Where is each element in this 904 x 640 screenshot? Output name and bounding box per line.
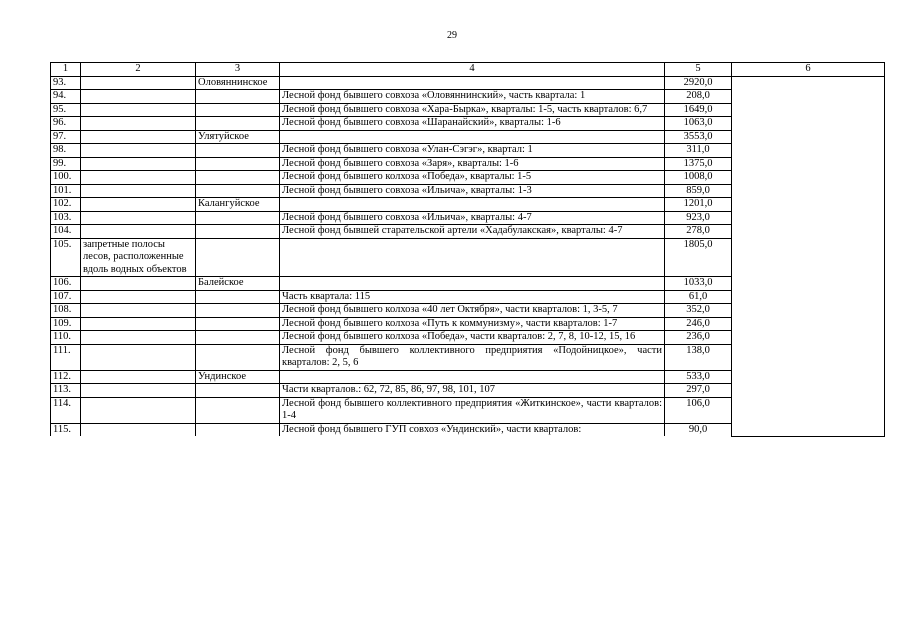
district-cell <box>196 90 280 104</box>
area-cell: 278,0 <box>665 225 732 239</box>
description-cell <box>280 277 665 291</box>
description-cell <box>280 130 665 144</box>
page-number: 29 <box>447 30 457 41</box>
row-number-cell: 94. <box>51 90 81 104</box>
table-row <box>51 76 885 90</box>
description-cell: Лесной фонд бывшего ГУП совхоз «Ундинский», части кварталов: <box>280 423 665 436</box>
area-cell: 1033,0 <box>665 277 732 291</box>
area-cell: 1805,0 <box>665 238 732 277</box>
description-cell: Лесной фонд бывшего коллективного предприятия «Житкинское», части кварталов: 1-4 <box>280 397 665 423</box>
district-cell <box>196 397 280 423</box>
row-number-cell: 110. <box>51 331 81 345</box>
description-cell <box>280 198 665 212</box>
description-cell: Лесной фонд бывшего совхоза «Хара-Бырка», кварталы: 1-5, часть кварталов: 6,7 <box>280 103 665 117</box>
category-cell <box>81 397 196 423</box>
district-cell <box>196 304 280 318</box>
category-cell <box>81 211 196 225</box>
category-cell <box>81 144 196 158</box>
area-cell: 106,0 <box>665 397 732 423</box>
area-cell: 61,0 <box>665 290 732 304</box>
district-cell <box>196 144 280 158</box>
column-header: 2 <box>81 63 196 77</box>
row-number-cell: 107. <box>51 290 81 304</box>
category-cell <box>81 344 196 370</box>
row-number-cell: 106. <box>51 277 81 291</box>
district-cell <box>196 384 280 398</box>
area-cell: 1649,0 <box>665 103 732 117</box>
row-number-cell: 97. <box>51 130 81 144</box>
district-cell <box>196 184 280 198</box>
area-cell: 236,0 <box>665 331 732 345</box>
category-cell <box>81 130 196 144</box>
district-cell <box>196 103 280 117</box>
area-cell: 859,0 <box>665 184 732 198</box>
area-cell: 1063,0 <box>665 117 732 131</box>
description-cell: Лесной фонд бывшего колхоза «40 лет Октября», части кварталов: 1, 3-5, 7 <box>280 304 665 318</box>
district-cell: Оловяннинское <box>196 76 280 90</box>
row-number-cell: 101. <box>51 184 81 198</box>
category-cell <box>81 171 196 185</box>
category-cell <box>81 76 196 90</box>
notes-column-cell <box>732 76 885 436</box>
description-cell: Части кварталов.: 62, 72, 85, 86, 97, 98, 101, 107 <box>280 384 665 398</box>
area-cell: 533,0 <box>665 370 732 384</box>
category-cell <box>81 90 196 104</box>
column-header: 5 <box>665 63 732 77</box>
row-number-cell: 99. <box>51 157 81 171</box>
district-cell: Ундинское <box>196 370 280 384</box>
description-cell: Лесной фонд бывшего колхоза «Путь к коммунизму», части кварталов: 1-7 <box>280 317 665 331</box>
category-cell <box>81 198 196 212</box>
category-cell <box>81 184 196 198</box>
district-cell <box>196 171 280 185</box>
category-cell <box>81 277 196 291</box>
description-cell: Лесной фонд бывшего совхоза «Шаранайский», кварталы: 1-6 <box>280 117 665 131</box>
row-number-cell: 114. <box>51 397 81 423</box>
area-cell: 297,0 <box>665 384 732 398</box>
district-cell <box>196 117 280 131</box>
district-cell <box>196 344 280 370</box>
district-cell <box>196 238 280 277</box>
row-number-cell: 103. <box>51 211 81 225</box>
category-cell <box>81 103 196 117</box>
district-cell <box>196 157 280 171</box>
row-number-cell: 113. <box>51 384 81 398</box>
row-number-cell: 112. <box>51 370 81 384</box>
description-cell: Лесной фонд бывшей старательской артели «Хадабулакская», кварталы: 4-7 <box>280 225 665 239</box>
row-number-cell: 96. <box>51 117 81 131</box>
column-header: 6 <box>732 63 885 77</box>
row-number-cell: 108. <box>51 304 81 318</box>
row-number-cell: 104. <box>51 225 81 239</box>
category-cell: запретные полосы лесов, расположенные вдоль водных объектов <box>81 238 196 277</box>
description-cell: Часть квартала: 115 <box>280 290 665 304</box>
row-number-cell: 115. <box>51 423 81 436</box>
description-cell <box>280 238 665 277</box>
description-cell: Лесной фонд бывшего колхоза «Победа», кварталы: 1-5 <box>280 171 665 185</box>
area-cell: 923,0 <box>665 211 732 225</box>
district-cell <box>196 290 280 304</box>
forest-fund-table <box>50 62 885 437</box>
column-header: 3 <box>196 63 280 77</box>
area-cell: 208,0 <box>665 90 732 104</box>
description-cell <box>280 76 665 90</box>
category-cell <box>81 384 196 398</box>
description-cell: Лесной фонд бывшего коллективного предприятия «Подойницкое», части кварталов: 2, 5, 6 <box>280 344 665 370</box>
area-cell: 2920,0 <box>665 76 732 90</box>
row-number-cell: 111. <box>51 344 81 370</box>
description-cell <box>280 370 665 384</box>
description-cell: Лесной фонд бывшего совхоза «Ильича», кварталы: 1-3 <box>280 184 665 198</box>
table-header-row <box>51 63 885 77</box>
category-cell <box>81 290 196 304</box>
area-cell: 352,0 <box>665 304 732 318</box>
category-cell <box>81 225 196 239</box>
row-number-cell: 98. <box>51 144 81 158</box>
column-header: 4 <box>280 63 665 77</box>
description-cell: Лесной фонд бывшего совхоза «Ильича», кварталы: 4-7 <box>280 211 665 225</box>
category-cell <box>81 117 196 131</box>
row-number-cell: 93. <box>51 76 81 90</box>
district-cell: Калангуйское <box>196 198 280 212</box>
table-body <box>51 63 885 437</box>
row-number-cell: 102. <box>51 198 81 212</box>
row-number-cell: 105. <box>51 238 81 277</box>
category-cell <box>81 331 196 345</box>
area-cell: 3553,0 <box>665 130 732 144</box>
category-cell <box>81 370 196 384</box>
column-header: 1 <box>51 63 81 77</box>
district-cell: Балейское <box>196 277 280 291</box>
area-cell: 1008,0 <box>665 171 732 185</box>
category-cell <box>81 423 196 436</box>
area-cell: 246,0 <box>665 317 732 331</box>
area-cell: 90,0 <box>665 423 732 436</box>
description-cell: Лесной фонд бывшего совхоза «Оловяннинский», часть квартала: 1 <box>280 90 665 104</box>
category-cell <box>81 157 196 171</box>
area-cell: 311,0 <box>665 144 732 158</box>
area-cell: 1201,0 <box>665 198 732 212</box>
description-cell: Лесной фонд бывшего совхоза «Улан-Сэгэг», квартал: 1 <box>280 144 665 158</box>
category-cell <box>81 317 196 331</box>
district-cell <box>196 317 280 331</box>
row-number-cell: 100. <box>51 171 81 185</box>
row-number-cell: 95. <box>51 103 81 117</box>
district-cell <box>196 331 280 345</box>
category-cell <box>81 304 196 318</box>
area-cell: 138,0 <box>665 344 732 370</box>
area-cell: 1375,0 <box>665 157 732 171</box>
description-cell: Лесной фонд бывшего колхоза «Победа», части кварталов: 2, 7, 8, 10-12, 15, 16 <box>280 331 665 345</box>
district-cell <box>196 225 280 239</box>
district-cell <box>196 211 280 225</box>
description-cell: Лесной фонд бывшего совхоза «Заря», кварталы: 1-6 <box>280 157 665 171</box>
district-cell <box>196 423 280 436</box>
row-number-cell: 109. <box>51 317 81 331</box>
district-cell: Улятуйское <box>196 130 280 144</box>
